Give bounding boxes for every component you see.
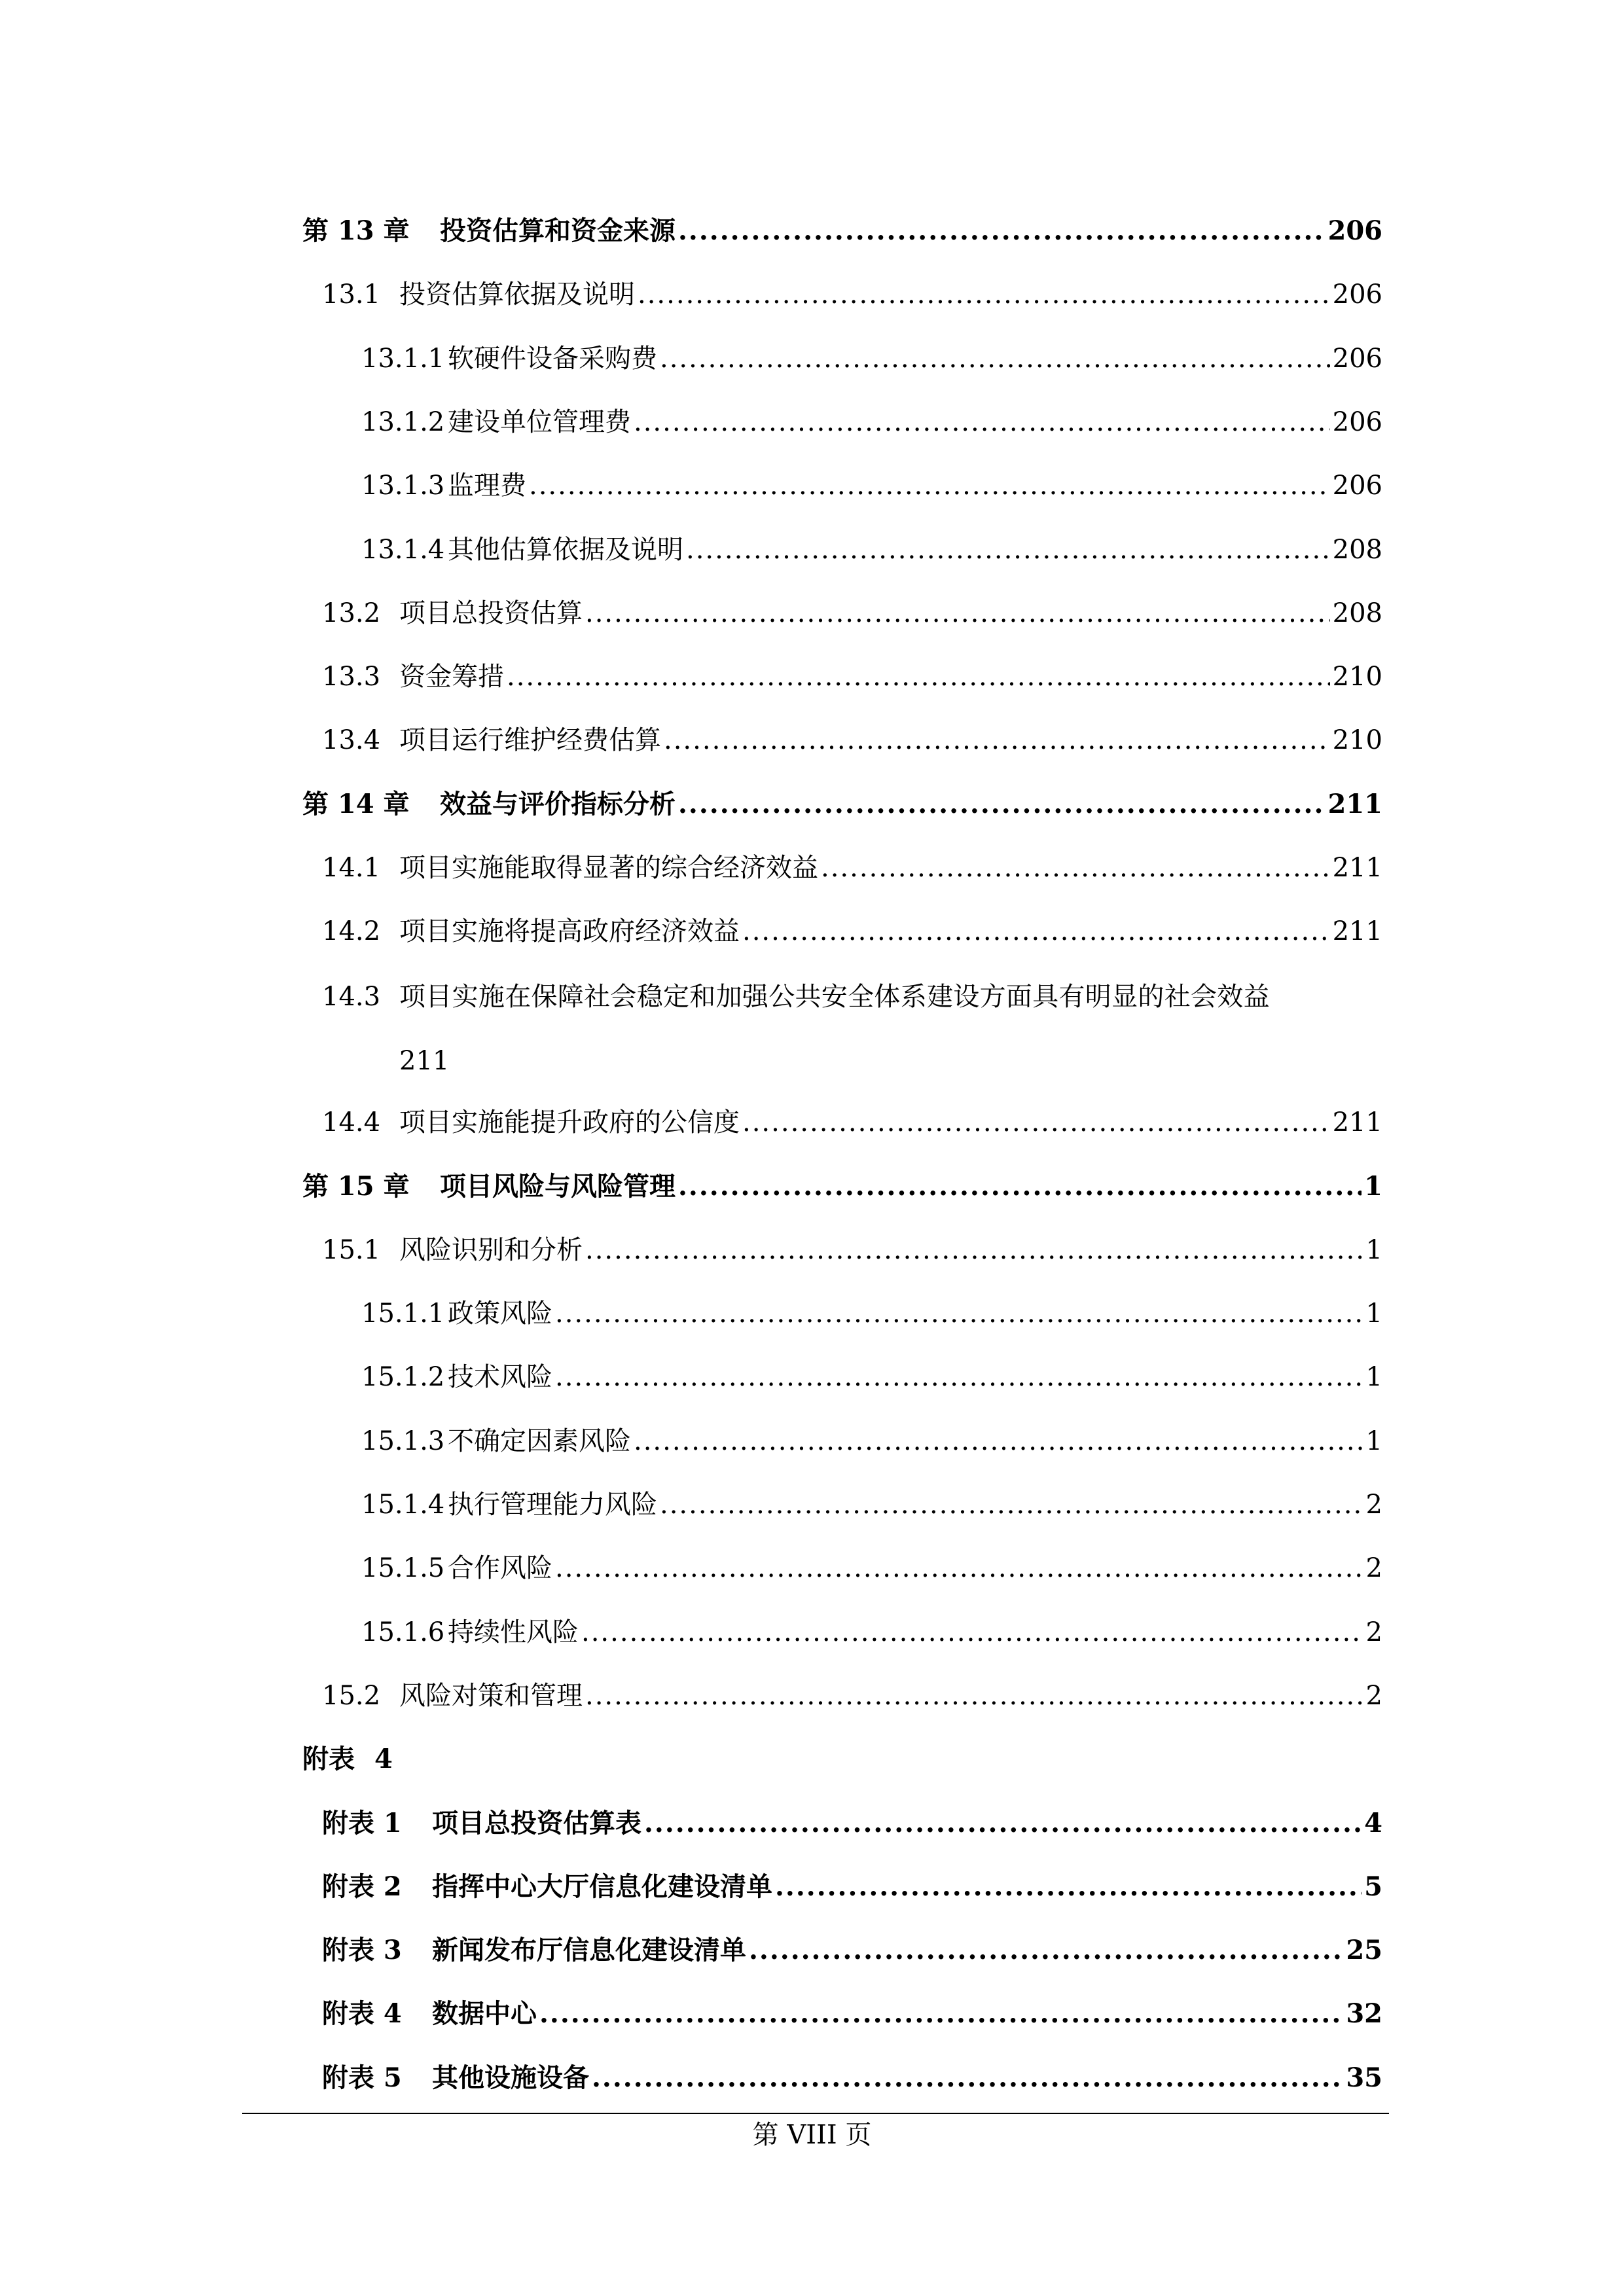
toc-entry-page: 32: [1346, 1998, 1382, 2030]
toc-entry-number: 13.2: [322, 598, 381, 628]
dot-leader: [581, 1609, 1363, 1655]
toc-entry-title: 项目总投资估算表: [432, 1807, 641, 1839]
toc-entry-number: 13.4: [322, 725, 381, 756]
toc-entry-number: 13.3: [322, 662, 381, 692]
page-number: 第 VIII 页: [752, 2120, 872, 2150]
toc-entry[interactable]: [361, 399, 1382, 445]
toc-entry-number: 15.1.6: [361, 1617, 445, 1647]
toc-entry-title: 项目实施能取得显著的综合经济效益: [399, 853, 818, 883]
toc-entry-title: 项目运行维护经费估算: [399, 725, 661, 756]
toc-entry[interactable]: [322, 908, 1382, 954]
footer-divider: [242, 2113, 1389, 2114]
toc-entry[interactable]: [361, 1291, 1382, 1336]
toc-entry-number: 13.1: [322, 279, 381, 310]
toc-entry[interactable]: [322, 1227, 1382, 1273]
dot-leader: [634, 399, 1330, 445]
toc-entry[interactable]: [302, 781, 1382, 827]
toc-entry-page: 4: [1364, 1807, 1382, 1839]
dot-leader: [775, 1864, 1362, 1910]
toc-entry[interactable]: [322, 1991, 1382, 2037]
toc-entry-title: 项目总投资估算: [399, 598, 583, 628]
dot-leader: [507, 654, 1330, 700]
toc-entry[interactable]: [322, 1801, 1382, 1846]
toc-entry-title: 指挥中心大厅信息化建设清单: [432, 1871, 772, 1902]
toc-entry-number: 第 13 章: [302, 215, 410, 246]
toc-entry-title: 其他估算依据及说明: [448, 534, 683, 565]
toc-entry-title: 风险识别和分析: [399, 1234, 583, 1265]
toc-entry[interactable]: [361, 1418, 1382, 1464]
toc-entry-number: 14.2: [322, 916, 381, 947]
toc-entry-number: 14.4: [322, 1107, 381, 1138]
dot-leader: [660, 1482, 1363, 1528]
dot-leader: [678, 208, 1326, 254]
dot-leader: [749, 1928, 1343, 1973]
toc-entry-page: 206: [1332, 471, 1382, 501]
toc-entry-number: 第 15 章: [302, 1170, 410, 1202]
toc-entry-page: 208: [1332, 534, 1382, 565]
toc-entry-title: 执行管理能力风险: [448, 1490, 657, 1520]
toc-entry-page: 210: [1332, 725, 1382, 756]
toc-entry-title: 监理费: [448, 471, 526, 501]
toc-entry-page: 2: [1365, 1490, 1382, 1520]
toc-entry-page: 2: [1365, 1553, 1382, 1584]
toc-entry-title: 投资估算依据及说明: [399, 279, 635, 310]
toc-entry-number: 15.1.3: [361, 1426, 445, 1456]
toc-entry[interactable]: [361, 1354, 1382, 1400]
toc-entry-title: 项目风险与风险管理: [440, 1170, 676, 1202]
toc-entry-page: 2: [1365, 1680, 1382, 1711]
toc-entry-number: 15.2: [322, 1680, 381, 1711]
dot-leader: [555, 1545, 1363, 1591]
dot-leader: [678, 781, 1326, 827]
toc-entry-number: 附表 2: [322, 1871, 402, 1902]
toc-entry[interactable]: [322, 845, 1382, 891]
dot-leader: [742, 1100, 1330, 1145]
toc-entry-number: 15.1.1: [361, 1299, 445, 1329]
toc-entry-number: 13.1.2: [361, 406, 445, 437]
toc-entry-page: 206: [1332, 343, 1382, 374]
toc-entry-number: 15.1: [322, 1234, 381, 1265]
toc-entry-page: 206: [1332, 279, 1382, 310]
toc-entry[interactable]: [361, 527, 1382, 573]
toc-entry-number: 附表 3: [322, 1935, 402, 1966]
dot-leader: [678, 1164, 1362, 1210]
toc-entry-number: 14.3: [322, 981, 381, 1012]
toc-entry-page: 208: [1332, 598, 1382, 628]
toc-entry-title: 资金筹措: [399, 662, 504, 692]
toc-entry-title: 其他设施设备: [432, 2062, 589, 2093]
dot-leader: [664, 717, 1330, 763]
toc-entry-title: 建设单位管理费: [448, 406, 631, 437]
toc-entry-number: 15.1.2: [361, 1362, 445, 1393]
toc-entry-page: 1: [1365, 1234, 1382, 1265]
toc-entry-page: 1: [1365, 1299, 1382, 1329]
toc-entry-number: 15.1.4: [361, 1490, 445, 1520]
toc-entry-page: 211: [1332, 916, 1382, 947]
toc-entry-page: 206: [1332, 406, 1382, 437]
toc-entry[interactable]: [322, 1100, 1382, 1145]
dot-leader: [585, 1227, 1363, 1273]
toc-entry[interactable]: [322, 1928, 1382, 1973]
dot-leader: [592, 2055, 1343, 2101]
toc-entry[interactable]: [322, 272, 1382, 317]
dot-leader: [555, 1291, 1363, 1336]
toc-entry-title: 合作风险: [448, 1553, 552, 1584]
toc-entry-page: 25: [1346, 1935, 1382, 1966]
toc-entry-number: 14.1: [322, 853, 381, 883]
toc-entry-title: 数据中心: [432, 1998, 537, 2030]
toc-entry-title: 新闻发布厅信息化建设清单: [432, 1935, 746, 1966]
toc-entry-page: 2: [1365, 1617, 1382, 1647]
toc-entry-page: 206: [1327, 215, 1382, 246]
toc-entry-page: 210: [1332, 662, 1382, 692]
dot-leader: [539, 1991, 1343, 2037]
toc-entry-number: 13.1.1: [361, 343, 445, 374]
toc-entry-number: 13.1.3: [361, 471, 445, 501]
toc-entry[interactable]: [361, 336, 1382, 382]
toc-entry-number: 附表 5: [322, 2062, 402, 2093]
toc-entry-title: 项目实施在保障社会稳定和加强公共安全体系建设方面具有明显的社会效益: [399, 981, 1270, 1012]
dot-leader: [585, 590, 1330, 636]
toc-entry-page: 211: [399, 1045, 450, 1076]
toc-entry[interactable]: [322, 654, 1382, 700]
toc-entry-number: 附表: [302, 1744, 355, 1775]
toc-entry[interactable]: [322, 2055, 1382, 2101]
toc-entry[interactable]: [322, 1864, 1382, 1910]
dot-leader: [686, 527, 1330, 573]
dot-leader: [644, 1801, 1362, 1846]
toc-entry-title: 不确定因素风险: [448, 1426, 631, 1456]
toc-entry-page: 211: [1332, 853, 1382, 883]
toc-entry[interactable]: [361, 1609, 1382, 1655]
dot-leader: [529, 463, 1330, 509]
toc-entry-page: 211: [1332, 1107, 1382, 1138]
toc-entry-number: 第 14 章: [302, 788, 410, 819]
toc-entry-number: 附表 4: [322, 1998, 402, 2030]
toc-entry-page: 35: [1346, 2062, 1382, 2093]
dot-leader: [638, 272, 1330, 317]
toc-entry-title: 技术风险: [448, 1362, 552, 1393]
dot-leader: [742, 908, 1330, 954]
toc-entry-title: 效益与评价指标分析: [440, 788, 676, 819]
toc-entry-page: 1: [1365, 1426, 1382, 1456]
toc-entry[interactable]: [322, 965, 1382, 1093]
toc-entry-page: 1: [1364, 1170, 1382, 1202]
toc-entry-page: 211: [1327, 788, 1382, 819]
toc-entry-title: 投资估算和资金来源: [440, 215, 676, 246]
toc-entry[interactable]: [361, 1482, 1382, 1528]
toc-entry-title: 政策风险: [448, 1299, 552, 1329]
toc-entry-page: 1: [1365, 1362, 1382, 1393]
toc-entry-number: 附表 1: [322, 1807, 402, 1839]
toc-entry-title: 项目实施将提高政府经济效益: [399, 916, 740, 947]
dot-leader: [555, 1354, 1363, 1400]
toc-entry-title: 持续性风险: [448, 1617, 579, 1647]
toc-entry[interactable]: [302, 1164, 1382, 1210]
dot-leader: [634, 1418, 1363, 1464]
toc-entry[interactable]: [361, 1545, 1382, 1591]
toc-entry-page: 5: [1364, 1871, 1382, 1902]
toc-entry[interactable]: [302, 1736, 1382, 1782]
toc-entry[interactable]: [302, 208, 1382, 254]
toc-entry[interactable]: [322, 717, 1382, 763]
toc-entry[interactable]: [322, 590, 1382, 636]
toc-entry-page: 4: [374, 1744, 393, 1775]
dot-leader: [660, 336, 1330, 382]
toc-entry-title: 项目实施能提升政府的公信度: [399, 1107, 740, 1138]
toc-entry-title: 风险对策和管理: [399, 1680, 583, 1711]
dot-leader: [821, 845, 1330, 891]
toc-entry-number: 13.1.4: [361, 534, 445, 565]
toc-entry-number: 15.1.5: [361, 1553, 445, 1584]
dot-leader: [585, 1673, 1363, 1719]
toc-entry[interactable]: [322, 1673, 1382, 1719]
toc-entry-title: 软硬件设备采购费: [448, 343, 657, 374]
toc-entry[interactable]: [361, 463, 1382, 509]
